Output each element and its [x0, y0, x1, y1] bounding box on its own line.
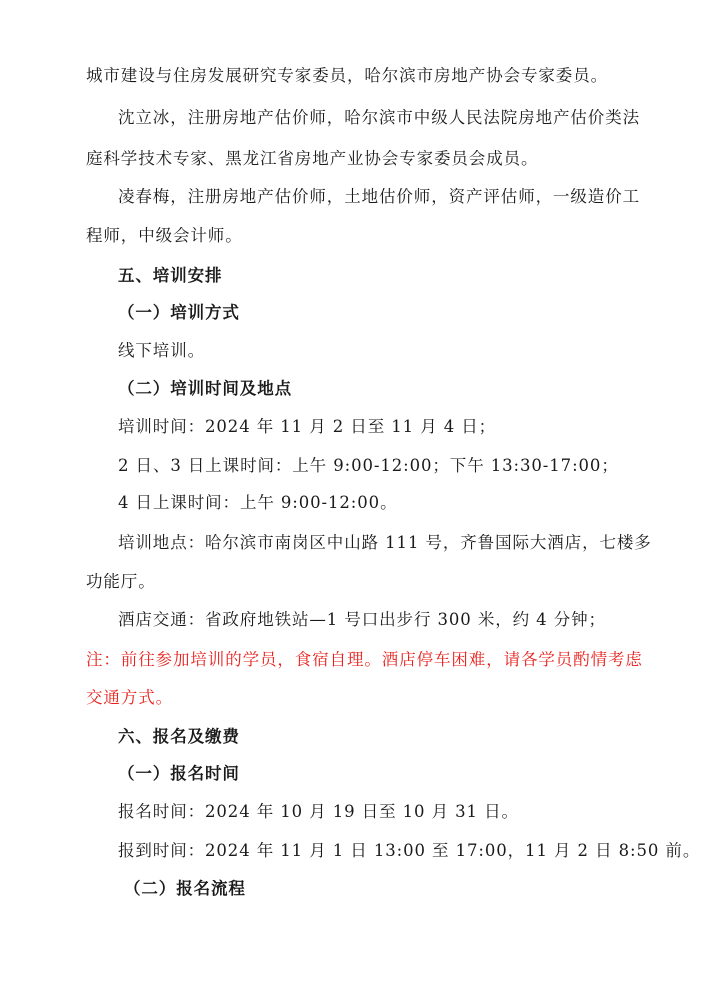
paragraph-line: 酒店交通：省政府地铁站—1 号口出步行 300 米，约 4 分钟； [118, 610, 606, 629]
paragraph-line: 功能厅。 [86, 572, 156, 591]
subsection-heading: （一）培训方式 [118, 303, 240, 322]
paragraph-line: 城市建设与住房发展研究专家委员，哈尔滨市房地产协会专家委员。 [86, 66, 608, 85]
paragraph-line: 4 日上课时间：上午 9:00-12:00。 [118, 493, 398, 512]
subsection-heading: （二）报名流程 [124, 879, 246, 898]
paragraph-line: 2 日、3 日上课时间：上午 9:00-12:00；下午 13:30-17:00； [118, 456, 619, 475]
paragraph-line: 庭科学技术专家、黑龙江省房地产业协会专家委员会成员。 [86, 149, 539, 168]
note-line: 交通方式。 [86, 688, 173, 707]
paragraph-line: 报到时间：2024 年 11 月 1 日 13:00 至 17:00，11 月 2 日 8:50 前。 [118, 841, 701, 860]
paragraph-line: 报名时间：2024 年 10 月 19 日至 10 月 31 日。 [118, 802, 519, 821]
section-heading: 六、报名及缴费 [118, 727, 240, 746]
paragraph-line: 线下培训。 [118, 341, 205, 360]
paragraph-line: 培训地点：哈尔滨市南岗区中山路 111 号，齐鲁国际大酒店，七楼多 [118, 533, 652, 552]
subsection-heading: （一）报名时间 [118, 764, 240, 783]
paragraph-line: 凌春梅，注册房地产估价师，土地估价师，资产评估师，一级造价工 [118, 187, 640, 206]
paragraph-line: 沈立冰，注册房地产估价师，哈尔滨市中级人民法院房地产估价类法 [118, 108, 640, 127]
subsection-heading: （二）培训时间及地点 [118, 379, 292, 398]
paragraph-line: 培训时间：2024 年 11 月 2 日至 11 月 4 日； [118, 417, 497, 436]
note-line: 注：前往参加培训的学员，食宿自理。酒店停车困难，请各学员酌情考虑 [86, 650, 643, 669]
paragraph-line: 程师，中级会计师。 [86, 226, 243, 245]
section-heading: 五、培训安排 [118, 266, 223, 285]
